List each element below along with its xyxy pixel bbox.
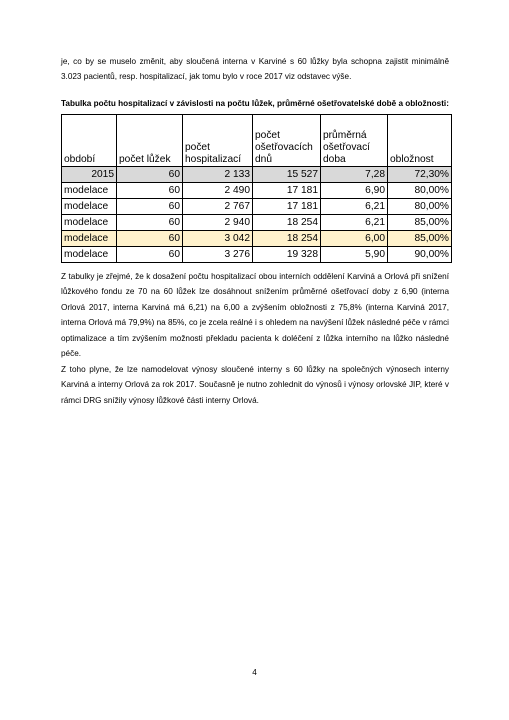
- cell-obdobi: modelace: [62, 231, 117, 247]
- paragraph-conclusion: Z toho plyne, že lze namodelovat výnosy sloučené interny s 60 lůžky na společných výnosech interny Karviná a interny Orlová za rok 2017. Současně je nutno zohlednit do výnosů i výnosy orlovské JIP, které v rámci DRG snížily výnosy lůžkové části interny Orlová.: [61, 365, 449, 405]
- hospitalization-table: [61, 114, 452, 263]
- paragraph-analysis: Z tabulky je zřejmé, že k dosažení počtu hospitalizací obou interních oddělení Karviná a Orlová při snížení lůžkového fondu ze 70 na 60 lůžek lze dosáhnout snížením průměrné ošetřovací doby z 6,90 (interna Orlová 2017, interna Karviná má 6,21) na 6,00 a zvýšením obložnosti z 75,8% (interna Karviná 2017, interna Orlová má 79,9%) na 85%, co je zcela reálné i s ohledem na navýšení lůžek následné péče v rámci optimalizace a tím zvýšením možnosti překladu pacienta k doléčení z lůžka interního na lůžko následné péče.: [61, 272, 449, 359]
- cell-pocet-luzek: 60: [117, 167, 183, 183]
- header-pocet-luzek: [117, 115, 183, 167]
- cell-pocet-hospitalizaci: 2 490: [183, 183, 253, 199]
- cell-obdobi: modelace: [62, 215, 117, 231]
- header-obdobi: [62, 115, 117, 167]
- cell-pocet-dnu: 18 254: [253, 231, 321, 247]
- cell-pocet-dnu: 18 254: [253, 215, 321, 231]
- page-number: 4: [252, 668, 257, 677]
- cell-osetrovaci-doba: 6,90: [321, 183, 388, 199]
- cell-osetrovaci-doba: 6,21: [321, 199, 388, 215]
- cell-pocet-dnu: 15 527: [253, 167, 321, 183]
- table-row: [62, 231, 452, 247]
- cell-obloznost: 72,30%: [388, 167, 452, 183]
- header-line: počet: [255, 130, 280, 141]
- header-line: počet lůžek: [119, 154, 171, 165]
- cell-pocet-hospitalizaci: 2 133: [183, 167, 253, 183]
- cell-obloznost: 80,00%: [388, 183, 452, 199]
- header-line: počet: [185, 142, 210, 153]
- cell-obdobi: modelace: [62, 247, 117, 263]
- cell-pocet-luzek: 60: [117, 231, 183, 247]
- table-row: [62, 167, 452, 183]
- header-pocet-osetrovacich-dnu: [253, 115, 321, 167]
- paragraph-intro: je, co by se muselo změnit, aby sloučená interna v Karviné s 60 lůžky byla schopna zajistit minimálně 3.023 pacientů, resp. hospitalizací, jak tomu bylo v roce 2017 viz odstavec výše.: [61, 57, 449, 82]
- header-pocet-hospitalizaci: [183, 115, 253, 167]
- cell-pocet-dnu: 17 181: [253, 199, 321, 215]
- header-line: obložnost: [390, 154, 434, 165]
- cell-obdobi: modelace: [62, 183, 117, 199]
- cell-osetrovaci-doba: 6,00: [321, 231, 388, 247]
- header-prumerna-osetrovaci-doba: [321, 115, 388, 167]
- table-row: [62, 183, 452, 199]
- cell-obloznost: 85,00%: [388, 215, 452, 231]
- header-line: ošetřovací: [323, 142, 370, 153]
- table-row: [62, 215, 452, 231]
- table-heading: Tabulka počtu hospitalizací v závislosti na počtu lůžek, průměrné ošetřovatelské době a obložnosti:: [61, 99, 449, 108]
- cell-pocet-dnu: 17 181: [253, 183, 321, 199]
- cell-osetrovaci-doba: 6,21: [321, 215, 388, 231]
- cell-obloznost: 85,00%: [388, 231, 452, 247]
- cell-obloznost: 80,00%: [388, 199, 452, 215]
- cell-pocet-luzek: 60: [117, 183, 183, 199]
- header-line: ošetřovacích: [255, 142, 313, 153]
- cell-pocet-luzek: 60: [117, 199, 183, 215]
- cell-obdobi: 2015: [62, 167, 117, 183]
- cell-pocet-hospitalizaci: 2 767: [183, 199, 253, 215]
- header-line: průměrná: [323, 130, 367, 141]
- header-line: doba: [323, 154, 346, 165]
- table-body: [62, 167, 452, 263]
- cell-pocet-luzek: 60: [117, 215, 183, 231]
- cell-osetrovaci-doba: 7,28: [321, 167, 388, 183]
- cell-pocet-hospitalizaci: 3 276: [183, 247, 253, 263]
- header-obloznost: [388, 115, 452, 167]
- table-row: [62, 247, 452, 263]
- cell-pocet-hospitalizaci: 2 940: [183, 215, 253, 231]
- cell-obloznost: 90,00%: [388, 247, 452, 263]
- table-header-row: [62, 115, 452, 167]
- header-line: dnů: [255, 154, 272, 165]
- cell-pocet-dnu: 19 328: [253, 247, 321, 263]
- header-line: období: [64, 154, 96, 165]
- cell-obdobi: modelace: [62, 199, 117, 215]
- header-line: hospitalizací: [185, 154, 242, 165]
- cell-pocet-luzek: 60: [117, 247, 183, 263]
- cell-osetrovaci-doba: 5,90: [321, 247, 388, 263]
- cell-pocet-hospitalizaci: 3 042: [183, 231, 253, 247]
- table-row: [62, 199, 452, 215]
